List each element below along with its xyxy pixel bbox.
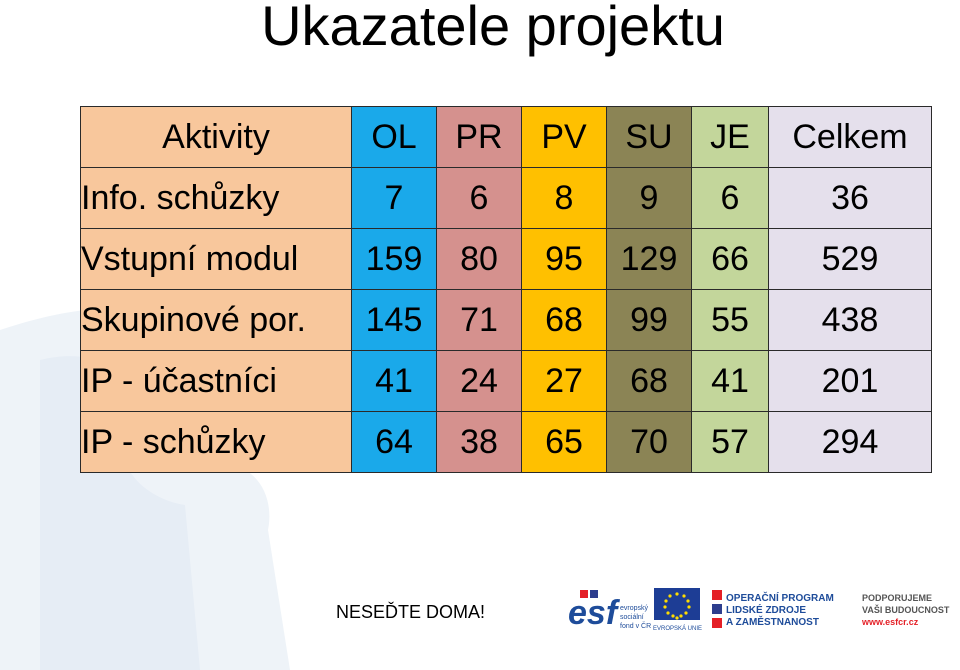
table-header-row	[81, 107, 932, 168]
op-line3: A ZAMĚSTNANOST	[726, 617, 819, 628]
table-row	[81, 351, 932, 412]
row-label: Vstupní modul	[81, 229, 352, 290]
cell-pr: 38	[437, 412, 522, 473]
row-label: Skupinové por.	[81, 290, 352, 351]
slogan-line2: VAŠI BUDOUCNOST	[862, 605, 950, 615]
cell-pr: 6	[437, 168, 522, 229]
cell-pv: 27	[522, 351, 607, 412]
table-row	[81, 229, 932, 290]
cell-celkem: 438	[769, 290, 932, 351]
row-label: IP - účastníci	[81, 351, 352, 412]
header-ol: OL	[352, 107, 437, 168]
eu-label: EVROPSKÁ UNIE	[653, 626, 703, 632]
footer-logos	[566, 584, 958, 636]
cell-su: 68	[607, 351, 692, 412]
cell-celkem: 294	[769, 412, 932, 473]
esf-line3: fond v ČR	[620, 623, 652, 630]
cell-ol: 159	[352, 229, 437, 290]
cell-pr: 24	[437, 351, 522, 412]
header-su: SU	[607, 107, 692, 168]
header-je: JE	[692, 107, 769, 168]
cell-je: 41	[692, 351, 769, 412]
table-row	[81, 168, 932, 229]
table-row	[81, 412, 932, 473]
esf-line1: evropský	[620, 605, 649, 612]
esf-mark: esf	[568, 594, 618, 632]
header-pr: PR	[437, 107, 522, 168]
page-title: Ukazatele projektu	[261, 0, 725, 57]
footer-slogan: NESEĎTE DOMA!	[336, 602, 486, 622]
cell-celkem: 36	[769, 168, 932, 229]
header-aktivity: Aktivity	[81, 107, 352, 168]
cell-pv: 95	[522, 229, 607, 290]
table-row	[81, 290, 932, 351]
op-line2: LIDSKÉ ZDROJE	[726, 605, 807, 616]
esf-line2: sociální	[620, 614, 644, 621]
row-label: IP - schůzky	[81, 412, 352, 473]
cell-pr: 80	[437, 229, 522, 290]
cell-pv: 65	[522, 412, 607, 473]
cell-je: 6	[692, 168, 769, 229]
op-lzz-logo	[712, 590, 834, 628]
cell-ol: 41	[352, 351, 437, 412]
op-line1: OPERAČNÍ PROGRAM	[726, 593, 834, 604]
cell-pr: 71	[437, 290, 522, 351]
cell-ol: 145	[352, 290, 437, 351]
cell-pv: 68	[522, 290, 607, 351]
slogan-url: www.esfcr.cz	[862, 617, 919, 627]
support-slogan-logo	[861, 593, 950, 627]
cell-je: 57	[692, 412, 769, 473]
cell-ol: 64	[352, 412, 437, 473]
slogan-line1: PODPORUJEME	[862, 593, 933, 603]
indicators-table	[80, 106, 932, 473]
eu-flag-logo	[653, 588, 702, 632]
cell-ol: 7	[352, 168, 437, 229]
header-celkem: Celkem	[769, 107, 932, 168]
cell-celkem: 529	[769, 229, 932, 290]
esf-logo	[568, 590, 651, 632]
cell-su: 129	[607, 229, 692, 290]
cell-su: 70	[607, 412, 692, 473]
cell-su: 99	[607, 290, 692, 351]
header-pv: PV	[522, 107, 607, 168]
cell-je: 55	[692, 290, 769, 351]
cell-su: 9	[607, 168, 692, 229]
cell-je: 66	[692, 229, 769, 290]
cell-celkem: 201	[769, 351, 932, 412]
cell-pv: 8	[522, 168, 607, 229]
row-label: Info. schůzky	[81, 168, 352, 229]
